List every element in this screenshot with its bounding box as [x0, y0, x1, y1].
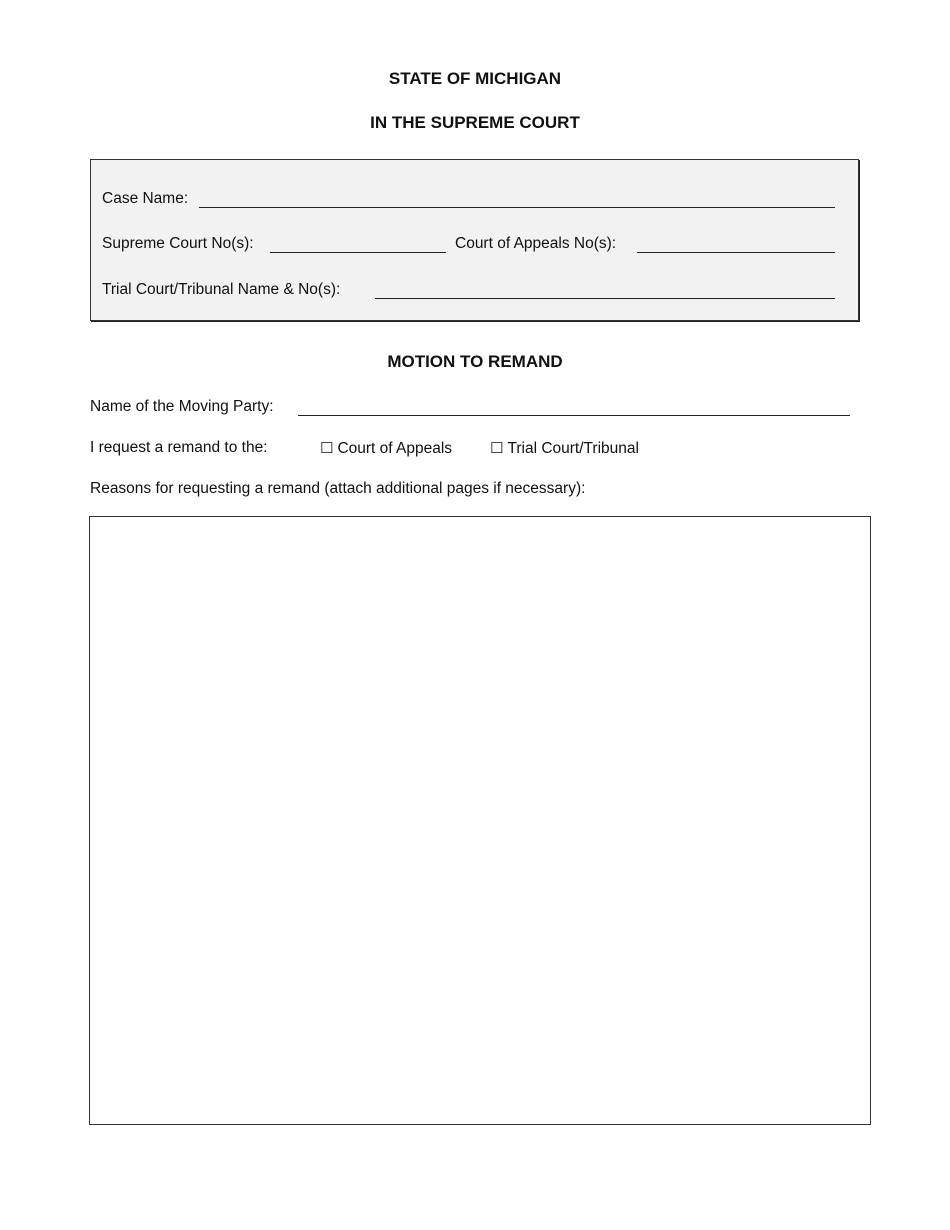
trial-court-label: Trial Court/Tribunal Name & No(s):	[102, 281, 341, 298]
supreme-court-no-label: Supreme Court No(s):	[102, 235, 254, 252]
option-trial-court[interactable]	[490, 439, 639, 458]
case-name-label: Case Name:	[102, 190, 189, 207]
option-label: Trial Court/Tribunal	[507, 440, 639, 457]
supreme-court-no-field[interactable]	[270, 238, 446, 253]
checkbox-icon[interactable]: ☐	[490, 439, 504, 457]
option-court-of-appeals[interactable]	[320, 439, 452, 458]
option-label: Court of Appeals	[337, 440, 453, 457]
reasons-label: Reasons for requesting a remand (attach additional pages if necessary):	[90, 480, 586, 497]
trial-court-field[interactable]	[375, 284, 835, 299]
request-label: I request a remand to the:	[90, 439, 268, 456]
court-heading: IN THE SUPREME COURT	[370, 113, 580, 132]
motion-title: MOTION TO REMAND	[387, 352, 563, 371]
moving-party-label: Name of the Moving Party:	[90, 398, 274, 415]
reasons-textarea[interactable]	[89, 516, 871, 1125]
state-heading: STATE OF MICHIGAN	[388, 69, 562, 88]
case-name-field[interactable]	[199, 193, 835, 208]
moving-party-field[interactable]	[298, 401, 850, 416]
coa-no-field[interactable]	[637, 238, 835, 253]
checkbox-icon[interactable]: ☐	[320, 439, 334, 457]
coa-no-label: Court of Appeals No(s):	[455, 235, 617, 252]
